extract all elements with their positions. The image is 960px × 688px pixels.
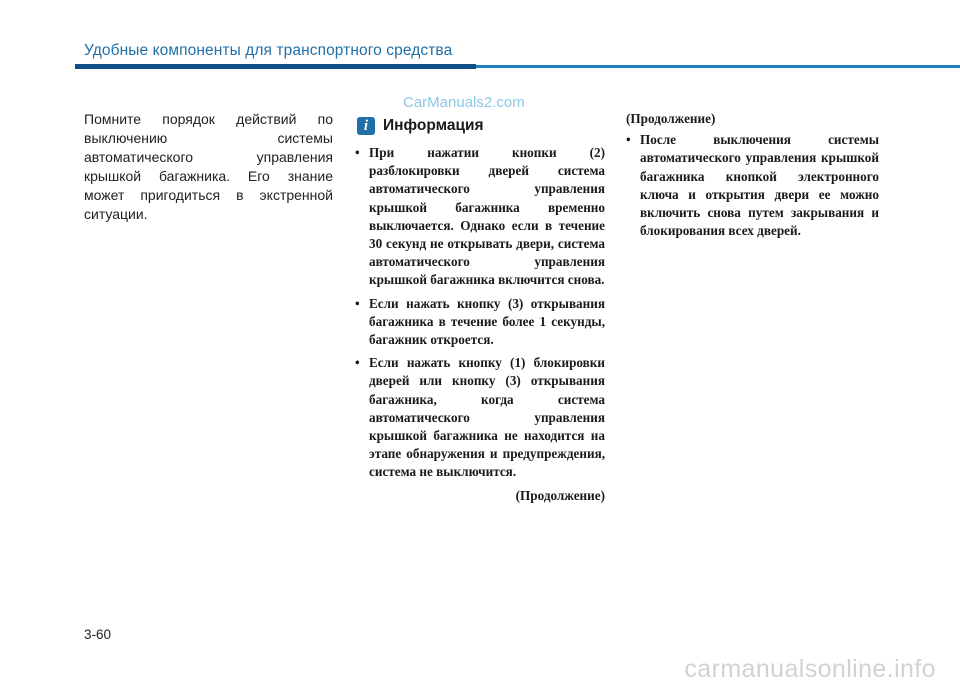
info-bullet-text: Если нажать кнопку (3) открывания багажника в течение более 1 секунды, багажник откроется. bbox=[369, 295, 605, 348]
bullet-dot: • bbox=[626, 132, 631, 148]
info-bullet-text: Если нажать кнопку (1) блокировки дверей или кнопку (3) открывания багажника, когда система автоматического управления крышкой багажника не находится на этапе обнаружения и предупреждения, система не выключится. bbox=[369, 355, 605, 480]
right-column bbox=[626, 110, 879, 245]
left-column-paragraph: Помните порядок действий по выключению системы автоматического управления крышкой багажника. Его знание может пригодиться в экстренной ситуации. bbox=[84, 111, 333, 222]
info-title: Информация bbox=[383, 117, 484, 134]
header-rule-dark bbox=[75, 64, 476, 69]
right-bullet-text: После выключения системы автоматического управления крышкой багажника кнопкой электронного ключа и открытия двери ее можно включить снова путем закрывания и блокирования всех дверей. bbox=[640, 132, 879, 239]
bullet-dot: • bbox=[355, 295, 360, 311]
continued-label: (Продолжение) bbox=[515, 487, 605, 503]
info-bullet-list bbox=[355, 144, 605, 482]
info-column bbox=[355, 144, 605, 505]
page-number: 3-60 bbox=[84, 627, 112, 642]
footer-watermark: carmanualsonline.info bbox=[684, 655, 936, 683]
header-rule-light bbox=[476, 65, 960, 68]
info-bullet-text: При нажатии кнопки (2) разблокировки дверей система автоматического управления крышкой багажника временно выключается. Однако если в течение 30 секунд не открывать двери, система автоматического управления крышкой багажника включится снова. bbox=[369, 145, 605, 288]
info-heading bbox=[357, 115, 484, 137]
info-bullet-item bbox=[355, 295, 605, 350]
bullet-dot: • bbox=[355, 145, 360, 160]
info-bullet-item bbox=[355, 144, 605, 290]
section-title: Удобные компоненты для транспортного средства bbox=[84, 42, 453, 59]
right-bullet-list bbox=[626, 131, 879, 240]
right-bullet-item bbox=[626, 131, 879, 240]
bullet-dot: • bbox=[355, 355, 360, 371]
top-watermark: CarManuals2.com bbox=[403, 94, 525, 111]
continued-label-top: (Продолжение) bbox=[626, 111, 716, 126]
info-icon: i bbox=[357, 117, 375, 135]
info-bullet-item bbox=[355, 354, 605, 481]
